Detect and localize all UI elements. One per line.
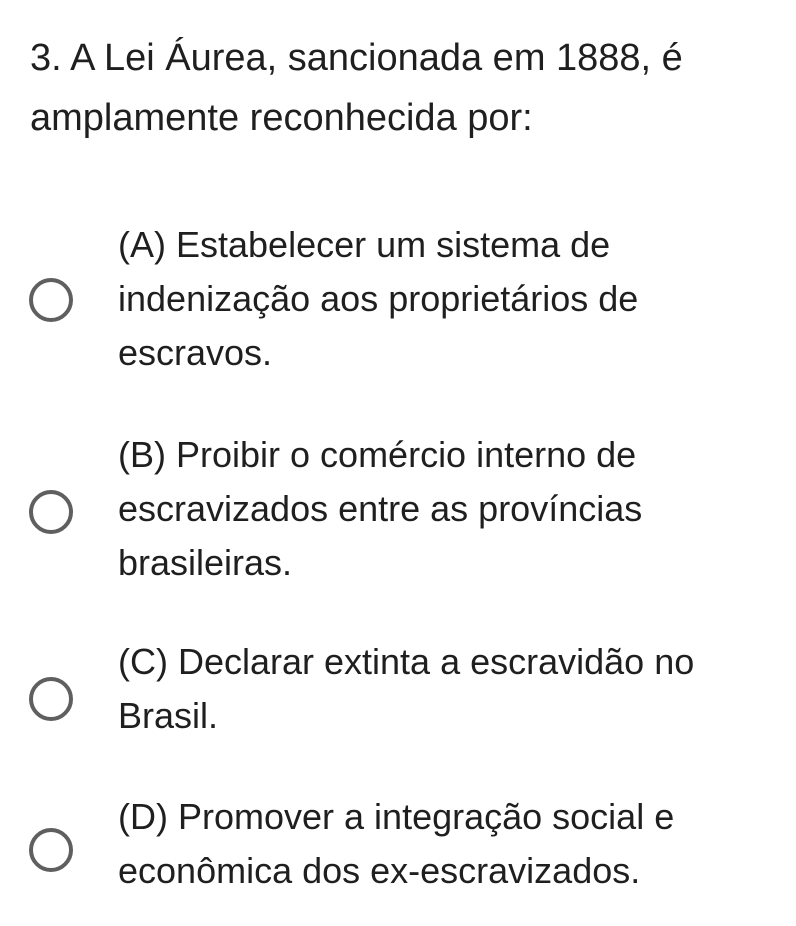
radio-unselected-icon[interactable] (29, 677, 73, 721)
option-a-label: (A) Estabelecer um sistema de indenização aos proprietários de escravos. (118, 224, 639, 373)
radio-unselected-icon[interactable] (29, 278, 73, 322)
radio-unselected-icon[interactable] (29, 490, 73, 534)
question-text: 3. A Lei Áurea, sancionada em 1888, é amplamente reconhecida por: (30, 37, 683, 139)
option-b-label: (B) Proibir o comércio interno de escravizados entre as províncias brasileiras. (118, 434, 643, 583)
option-d-label: (D) Promover a integração social e econômica dos ex-escravizados. (118, 796, 675, 891)
radio-unselected-icon[interactable] (29, 828, 73, 872)
option-c-label: (C) Declarar extinta a escravidão no Brasil. (118, 641, 695, 736)
